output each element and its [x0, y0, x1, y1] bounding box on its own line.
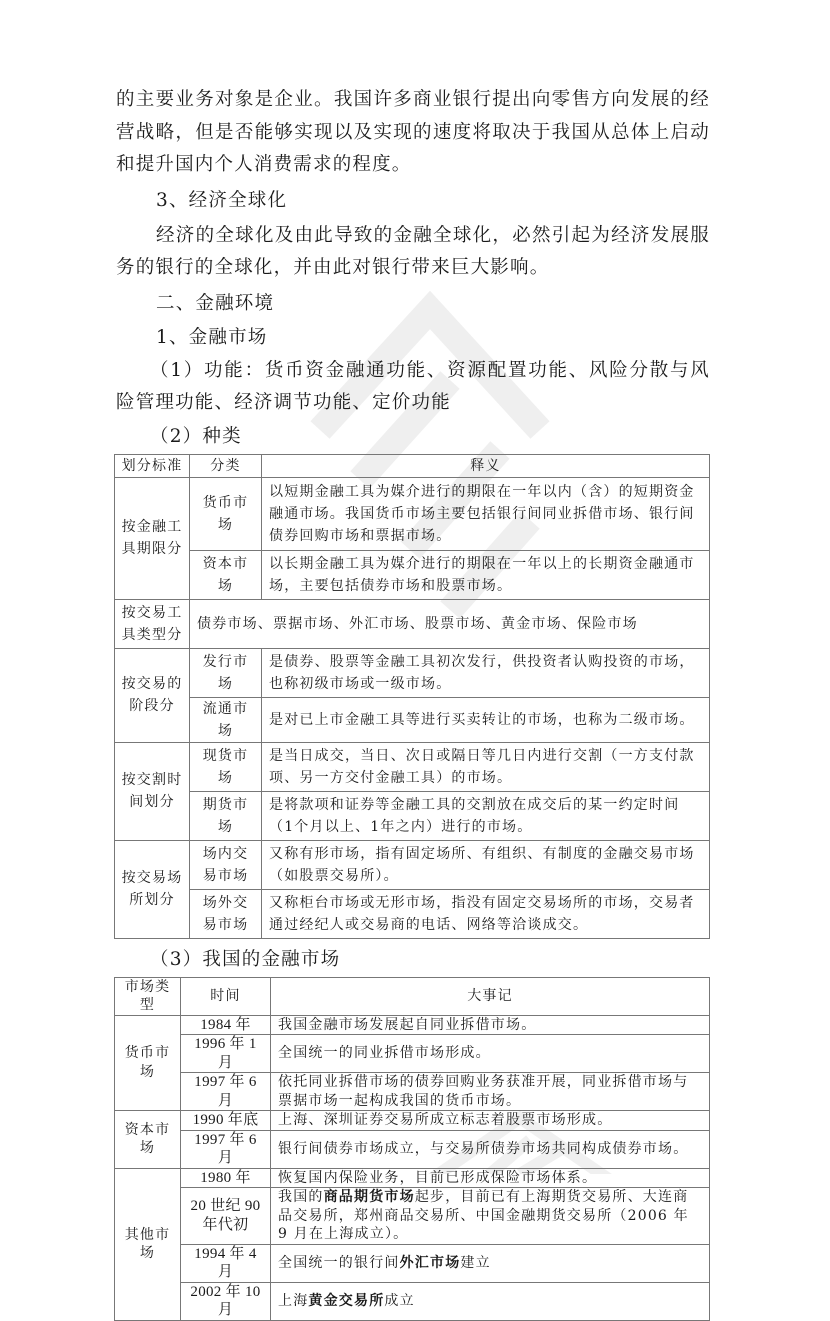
table-row — [115, 648, 710, 697]
category-cell: 场内交易市场 — [190, 840, 262, 889]
time-cell: 1980 年 — [181, 1168, 271, 1188]
event-cell: 我国金融市场发展起自同业拆借市场。 — [271, 1015, 710, 1035]
table-row — [115, 1188, 710, 1245]
table-row — [115, 840, 710, 889]
event-cell — [271, 1282, 710, 1320]
definition-cell: 是对已上市金融工具等进行买卖转让的市场，也称为二级市场。 — [262, 697, 710, 742]
time-cell: 2002 年 10 月 — [181, 1282, 271, 1320]
paragraph-market-functions: （1）功能：货币资金融通功能、资源配置功能、风险分散与风险管理功能、经济调节功能、定价功能 — [116, 359, 710, 413]
table-row — [115, 1168, 710, 1188]
definition-cell: 又称柜台市场或无形市场，指没有固定交易场所的市场，交易者通过经纪人或交易商的电话、网络等洽谈成交。 — [262, 889, 710, 938]
table-row — [115, 550, 710, 599]
column-header: 市场类型 — [115, 977, 181, 1015]
time-cell: 1984 年 — [181, 1015, 271, 1035]
table-row — [115, 1244, 710, 1282]
market-type-cell: 资本市场 — [115, 1111, 181, 1169]
table-row — [115, 1073, 710, 1111]
paragraph-globalization: 经济的全球化及由此导致的金融全球化，必然引起为经济发展服务的银行的全球化，并由此对银行带来巨大影响。 — [116, 224, 710, 278]
event-text: 起步，目前已有上海期货交易所、大连商品交易所，郑州商品交易所、中国金融期货交易所（2006 年 9 月在上海成立）。 — [278, 1189, 689, 1242]
column-header: 分类 — [190, 454, 262, 477]
event-cell — [271, 1244, 710, 1282]
criterion-cell: 按交易的阶段分 — [115, 648, 190, 742]
table-header-row — [115, 454, 710, 477]
market-type-cell: 货币市场 — [115, 1015, 181, 1111]
definition-cell: 是债券、股票等金融工具初次发行，供投资者认购投资的市场，也称初级市场或一级市场。 — [262, 648, 710, 697]
definition-cell: 是将款项和证券等金融工具的交割放在成交后的某一约定时间（1个月以上、1年之内）进行的市场。 — [262, 791, 710, 840]
category-cell: 发行市场 — [190, 648, 262, 697]
event-cell: 恢复国内保险业务，目前已形成保险市场体系。 — [271, 1168, 710, 1188]
document-page — [116, 84, 710, 1321]
category-cell: 资本市场 — [190, 550, 262, 599]
category-cell: 流通市场 — [190, 697, 262, 742]
heading-financial-market: 1、金融市场 — [156, 326, 268, 348]
definition-cell: 是当日成交，当日、次日或隔日等几日内进行交割（一方支付款项、另一方交付金融工具）的市场。 — [262, 742, 710, 791]
category-cell: 场外交易市场 — [190, 889, 262, 938]
merged-definition-cell: 债券市场、票据市场、外汇市场、股票市场、黄金市场、保险市场 — [190, 599, 710, 648]
definition-cell: 又称有形市场，指有固定场所、有组织、有制度的金融交易市场（如股票交易所）。 — [262, 840, 710, 889]
event-cell: 依托同业拆借市场的债券回购业务获准开展，同业拆借市场与票据市场一起构成我国的货币市场。 — [271, 1073, 710, 1111]
heading-china-financial-market: （3）我国的金融市场 — [150, 948, 341, 970]
definition-cell: 以长期金融工具为媒介进行的期限在一年以上的长期资金融通市场，主要包括债券市场和股票市场。 — [262, 550, 710, 599]
event-text: 建立 — [460, 1254, 491, 1271]
table-row — [115, 791, 710, 840]
event-text: 全国统一的银行间 — [278, 1254, 400, 1271]
event-highlight: 商品期货市场 — [323, 1189, 415, 1205]
paragraph-retail-strategy: 的主要业务对象是企业。我国许多商业银行提出向零售方向发展的经营战略，但是否能够实现以及实现的速度将取决于我国从总体上启动和提升国内个人消费需求的程度。 — [116, 89, 710, 175]
table-row — [115, 1130, 710, 1168]
event-text: 我国的 — [278, 1189, 324, 1205]
time-cell: 1994 年 4 月 — [181, 1244, 271, 1282]
category-cell: 现货市场 — [190, 742, 262, 791]
time-cell: 1996 年 1 月 — [181, 1035, 271, 1073]
table-row — [115, 1111, 710, 1131]
table-row — [115, 697, 710, 742]
column-header: 时间 — [181, 977, 271, 1015]
table-row — [115, 742, 710, 791]
event-cell: 上海、深圳证券交易所成立标志着股票市场形成。 — [271, 1111, 710, 1131]
china-market-events-table — [114, 977, 710, 1321]
heading-financial-environment: 二、金融环境 — [156, 292, 275, 314]
event-cell: 银行间债券市场成立，与交易所债券市场共同构成债券市场。 — [271, 1130, 710, 1168]
definition-cell: 以短期金融工具为媒介进行的期限在一年以内（含）的短期资金融通市场。我国货币市场主要包括银行间同业拆借市场、银行间债券回购市场和票据市场。 — [262, 477, 710, 550]
table-row — [115, 599, 710, 648]
table-header-row — [115, 977, 710, 1015]
table-row — [115, 889, 710, 938]
event-cell: 全国统一的同业拆借市场形成。 — [271, 1035, 710, 1073]
time-cell: 20 世纪 90 年代初 — [181, 1188, 271, 1245]
criterion-cell: 按金融工具期限分 — [115, 477, 190, 599]
event-text: 上海 — [278, 1292, 309, 1309]
heading-market-types: （2）种类 — [150, 425, 242, 447]
column-header: 划分标准 — [115, 454, 190, 477]
time-cell: 1997 年 6 月 — [181, 1073, 271, 1111]
column-header: 释义 — [262, 454, 710, 477]
heading-globalization: 3、经济全球化 — [156, 189, 288, 211]
event-highlight: 黄金交易所 — [308, 1292, 385, 1309]
table-row — [115, 1015, 710, 1035]
market-classification-table — [114, 454, 710, 939]
criterion-cell: 按交易工具类型分 — [115, 599, 190, 648]
time-cell: 1997 年 6 月 — [181, 1130, 271, 1168]
category-cell: 货币市场 — [190, 477, 262, 550]
event-cell — [271, 1188, 710, 1245]
event-text: 成立 — [384, 1292, 415, 1309]
category-cell: 期货市场 — [190, 791, 262, 840]
criterion-cell: 按交易场所划分 — [115, 840, 190, 938]
table-row — [115, 1035, 710, 1073]
criterion-cell: 按交割时间划分 — [115, 742, 190, 840]
column-header: 大事记 — [271, 977, 710, 1015]
table-row — [115, 1282, 710, 1320]
time-cell: 1990 年底 — [181, 1111, 271, 1131]
market-type-cell: 其他市场 — [115, 1168, 181, 1320]
table-row — [115, 477, 710, 550]
event-highlight: 外汇市场 — [399, 1254, 461, 1271]
